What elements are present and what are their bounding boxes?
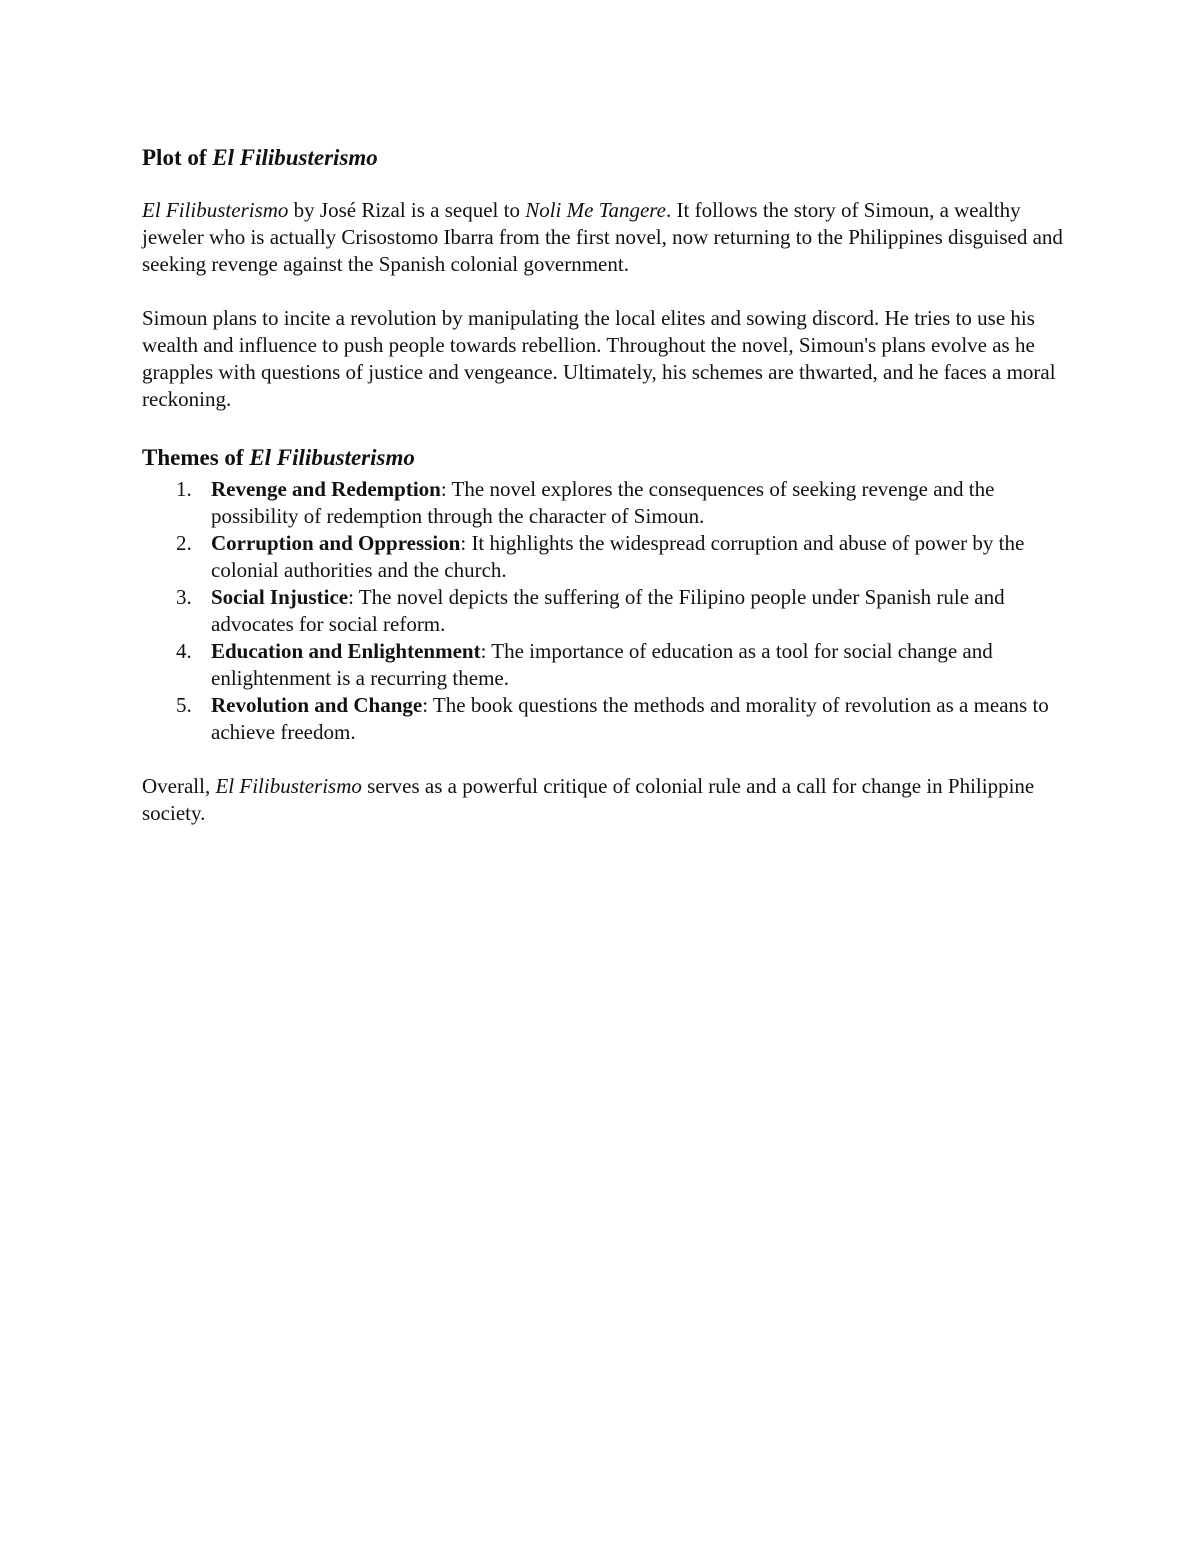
conclusion-book-title: El Filibusterismo — [215, 774, 362, 798]
themes-heading-title: El Filibusterismo — [249, 445, 415, 470]
document-page — [142, 140, 1072, 827]
book-title: El Filibusterismo — [142, 198, 289, 222]
themes-heading — [142, 440, 1072, 476]
plot-heading-title: El Filibusterismo — [212, 145, 378, 170]
theme-term: Social Injustice — [211, 585, 349, 609]
plot-heading — [142, 140, 1072, 176]
theme-description: : The novel explores the consequences of seeking revenge and the possibility of redemption through the character of Simoun. — [211, 477, 995, 528]
theme-number: 4. — [176, 639, 192, 663]
theme-item — [142, 530, 1072, 584]
theme-description: : It highlights the widespread corruption and abuse of power by the colonial authorities and the church. — [211, 531, 1025, 582]
themes-heading-prefix: Themes of — [142, 445, 250, 470]
theme-number: 5. — [176, 693, 192, 717]
theme-item — [142, 584, 1072, 638]
conclusion-text-a: Overall, — [142, 774, 216, 798]
theme-number: 2. — [176, 531, 192, 555]
theme-item — [142, 692, 1072, 746]
theme-term: Education and Enlightenment — [211, 639, 481, 663]
conclusion-paragraph — [142, 773, 1072, 827]
theme-number: 3. — [176, 585, 192, 609]
theme-number: 1. — [176, 477, 192, 501]
theme-term: Corruption and Oppression — [211, 531, 461, 555]
theme-item — [142, 476, 1072, 530]
theme-term: Revolution and Change — [211, 693, 423, 717]
plot-paragraph-2: Simoun plans to incite a revolution by manipulating the local elites and sowing discord. He tries to use his wealth and influence to push people towards rebellion. Throughout the novel, Simoun's plans evolve as he grapples with questions of justice and vengeance. Ultimately, his schemes are thwarted, and he faces a moral reckoning. — [142, 306, 1056, 411]
plot-paragraph-1-text-b: . It follows the story of Simoun, a wealthy jeweler who is actually Crisostomo Ibarra from the first novel, now returning to the Philippines disguised and seeking revenge against the Spanish colonial government. — [142, 198, 1063, 276]
theme-term: Revenge and Redemption — [211, 477, 441, 501]
plot-paragraph-1 — [142, 197, 1072, 278]
theme-description: : The book questions the methods and morality of revolution as a means to achieve freedom. — [211, 693, 1049, 744]
theme-description: : The novel depicts the suffering of the Filipino people under Spanish rule and advocates for social reform. — [211, 585, 1005, 636]
plot-paragraph-1-text-a: by José Rizal is a sequel to — [288, 198, 526, 222]
theme-item — [142, 638, 1072, 692]
themes-list — [142, 476, 1072, 746]
sequel-reference: Noli Me Tangere — [525, 198, 666, 222]
plot-heading-prefix: Plot of — [142, 145, 213, 170]
conclusion-text-b: serves as a powerful critique of colonial rule and a call for change in Philippine society. — [142, 774, 1035, 825]
theme-description: : The importance of education as a tool for social change and enlightenment is a recurring theme. — [211, 639, 993, 690]
